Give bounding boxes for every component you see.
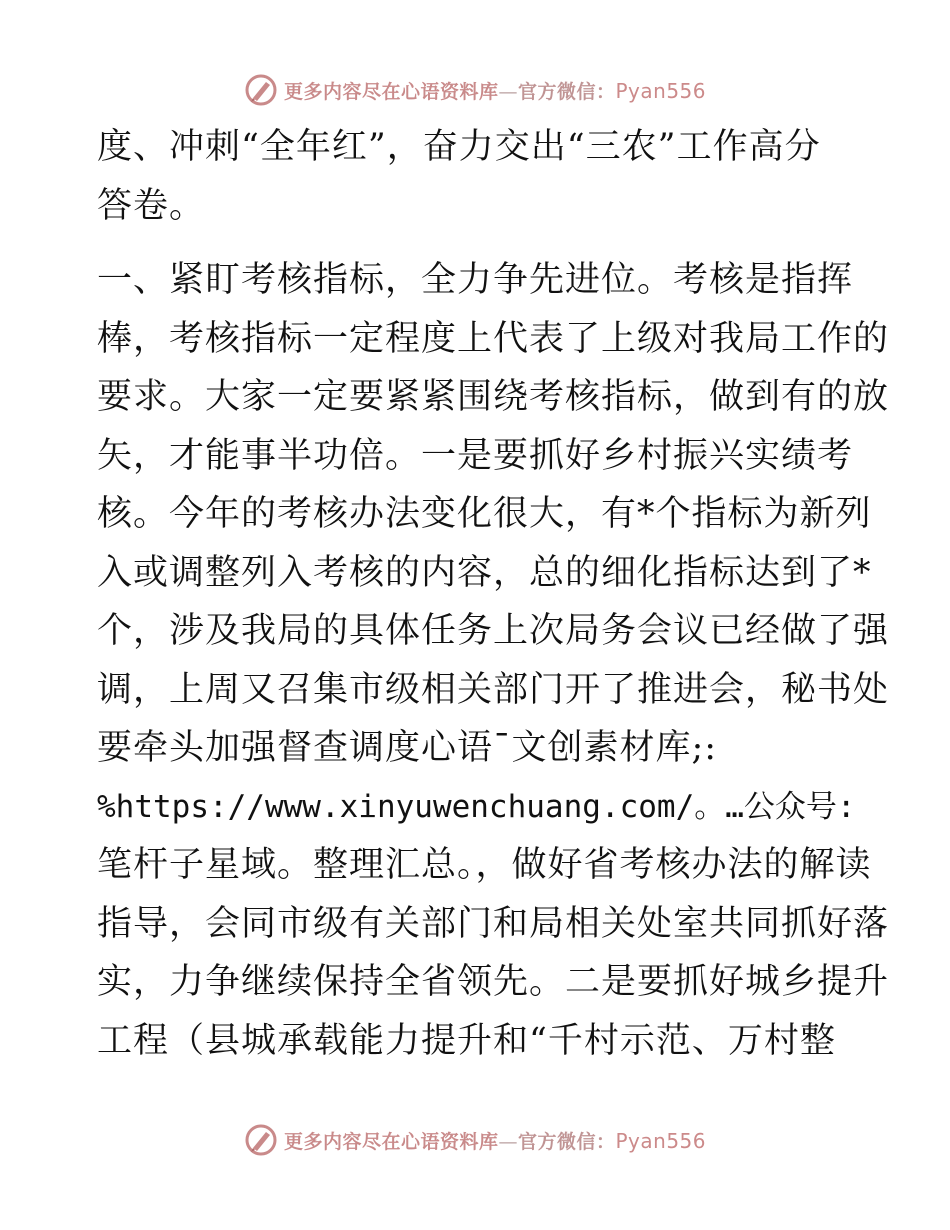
watermark-dash: —	[498, 80, 518, 103]
pen-logo-icon	[244, 73, 278, 107]
body-line: 要牵头加强督查调度心语¯文创素材库;:	[97, 728, 718, 768]
watermark-dash: —	[498, 1130, 518, 1153]
body-line: 答卷。	[97, 185, 206, 226]
body-line-url: %https://www.xinyuwenchuang.com/。…公众号:	[97, 788, 856, 825]
watermark-handle: Pyan556	[615, 1128, 707, 1153]
header-watermark	[0, 68, 950, 112]
footer-watermark	[0, 1118, 950, 1162]
body-line: 指导，会同市级有关部门和局相关处室共同抓好落	[97, 903, 890, 944]
body-line: 度、冲刺“全年红”，奋力交出“三农”工作高分	[97, 127, 821, 167]
body-line: 要求。大家一定要紧紧围绕考核指标，做到有的放	[97, 377, 890, 417]
body-line: 调，上周又召集市级相关部门开了推进会，秘书处	[97, 669, 890, 710]
body-line: 入或调整列入考核的内容，总的细化指标达到了*	[97, 552, 872, 593]
body-line: 工程（县城承载能力提升和“千村示范、万村整	[97, 1020, 836, 1061]
watermark-handle: Pyan556	[615, 78, 707, 103]
body-line: 核。今年的考核办法变化很大，有*个指标为新列	[97, 494, 872, 534]
body-line: 棒，考核指标一定程度上代表了上级对我局工作的	[97, 318, 890, 359]
body-line: 个，涉及我局的具体任务上次局务会议已经做了强	[97, 611, 890, 651]
watermark-text: 更多内容尽在心语资料库	[283, 80, 499, 103]
pen-logo-icon	[244, 1123, 278, 1157]
body-line: 笔杆子星域。整理汇总。，做好省考核办法的解读	[97, 845, 872, 885]
body-line: 矢，才能事半功倍。一是要抓好乡村振兴实绩考	[97, 435, 854, 476]
body-line: 实，力争继续保持全省领先。二是要抓好城乡提升	[97, 962, 890, 1002]
document-body	[97, 118, 890, 1070]
paragraph-gap	[97, 235, 857, 251]
watermark-wechat-label: 官方微信：	[517, 80, 616, 103]
watermark-text: 更多内容尽在心语资料库	[283, 1130, 499, 1153]
body-line: 一、紧盯考核指标，全力争先进位。考核是指挥	[97, 260, 854, 300]
watermark-wechat-label: 官方微信：	[517, 1130, 616, 1153]
